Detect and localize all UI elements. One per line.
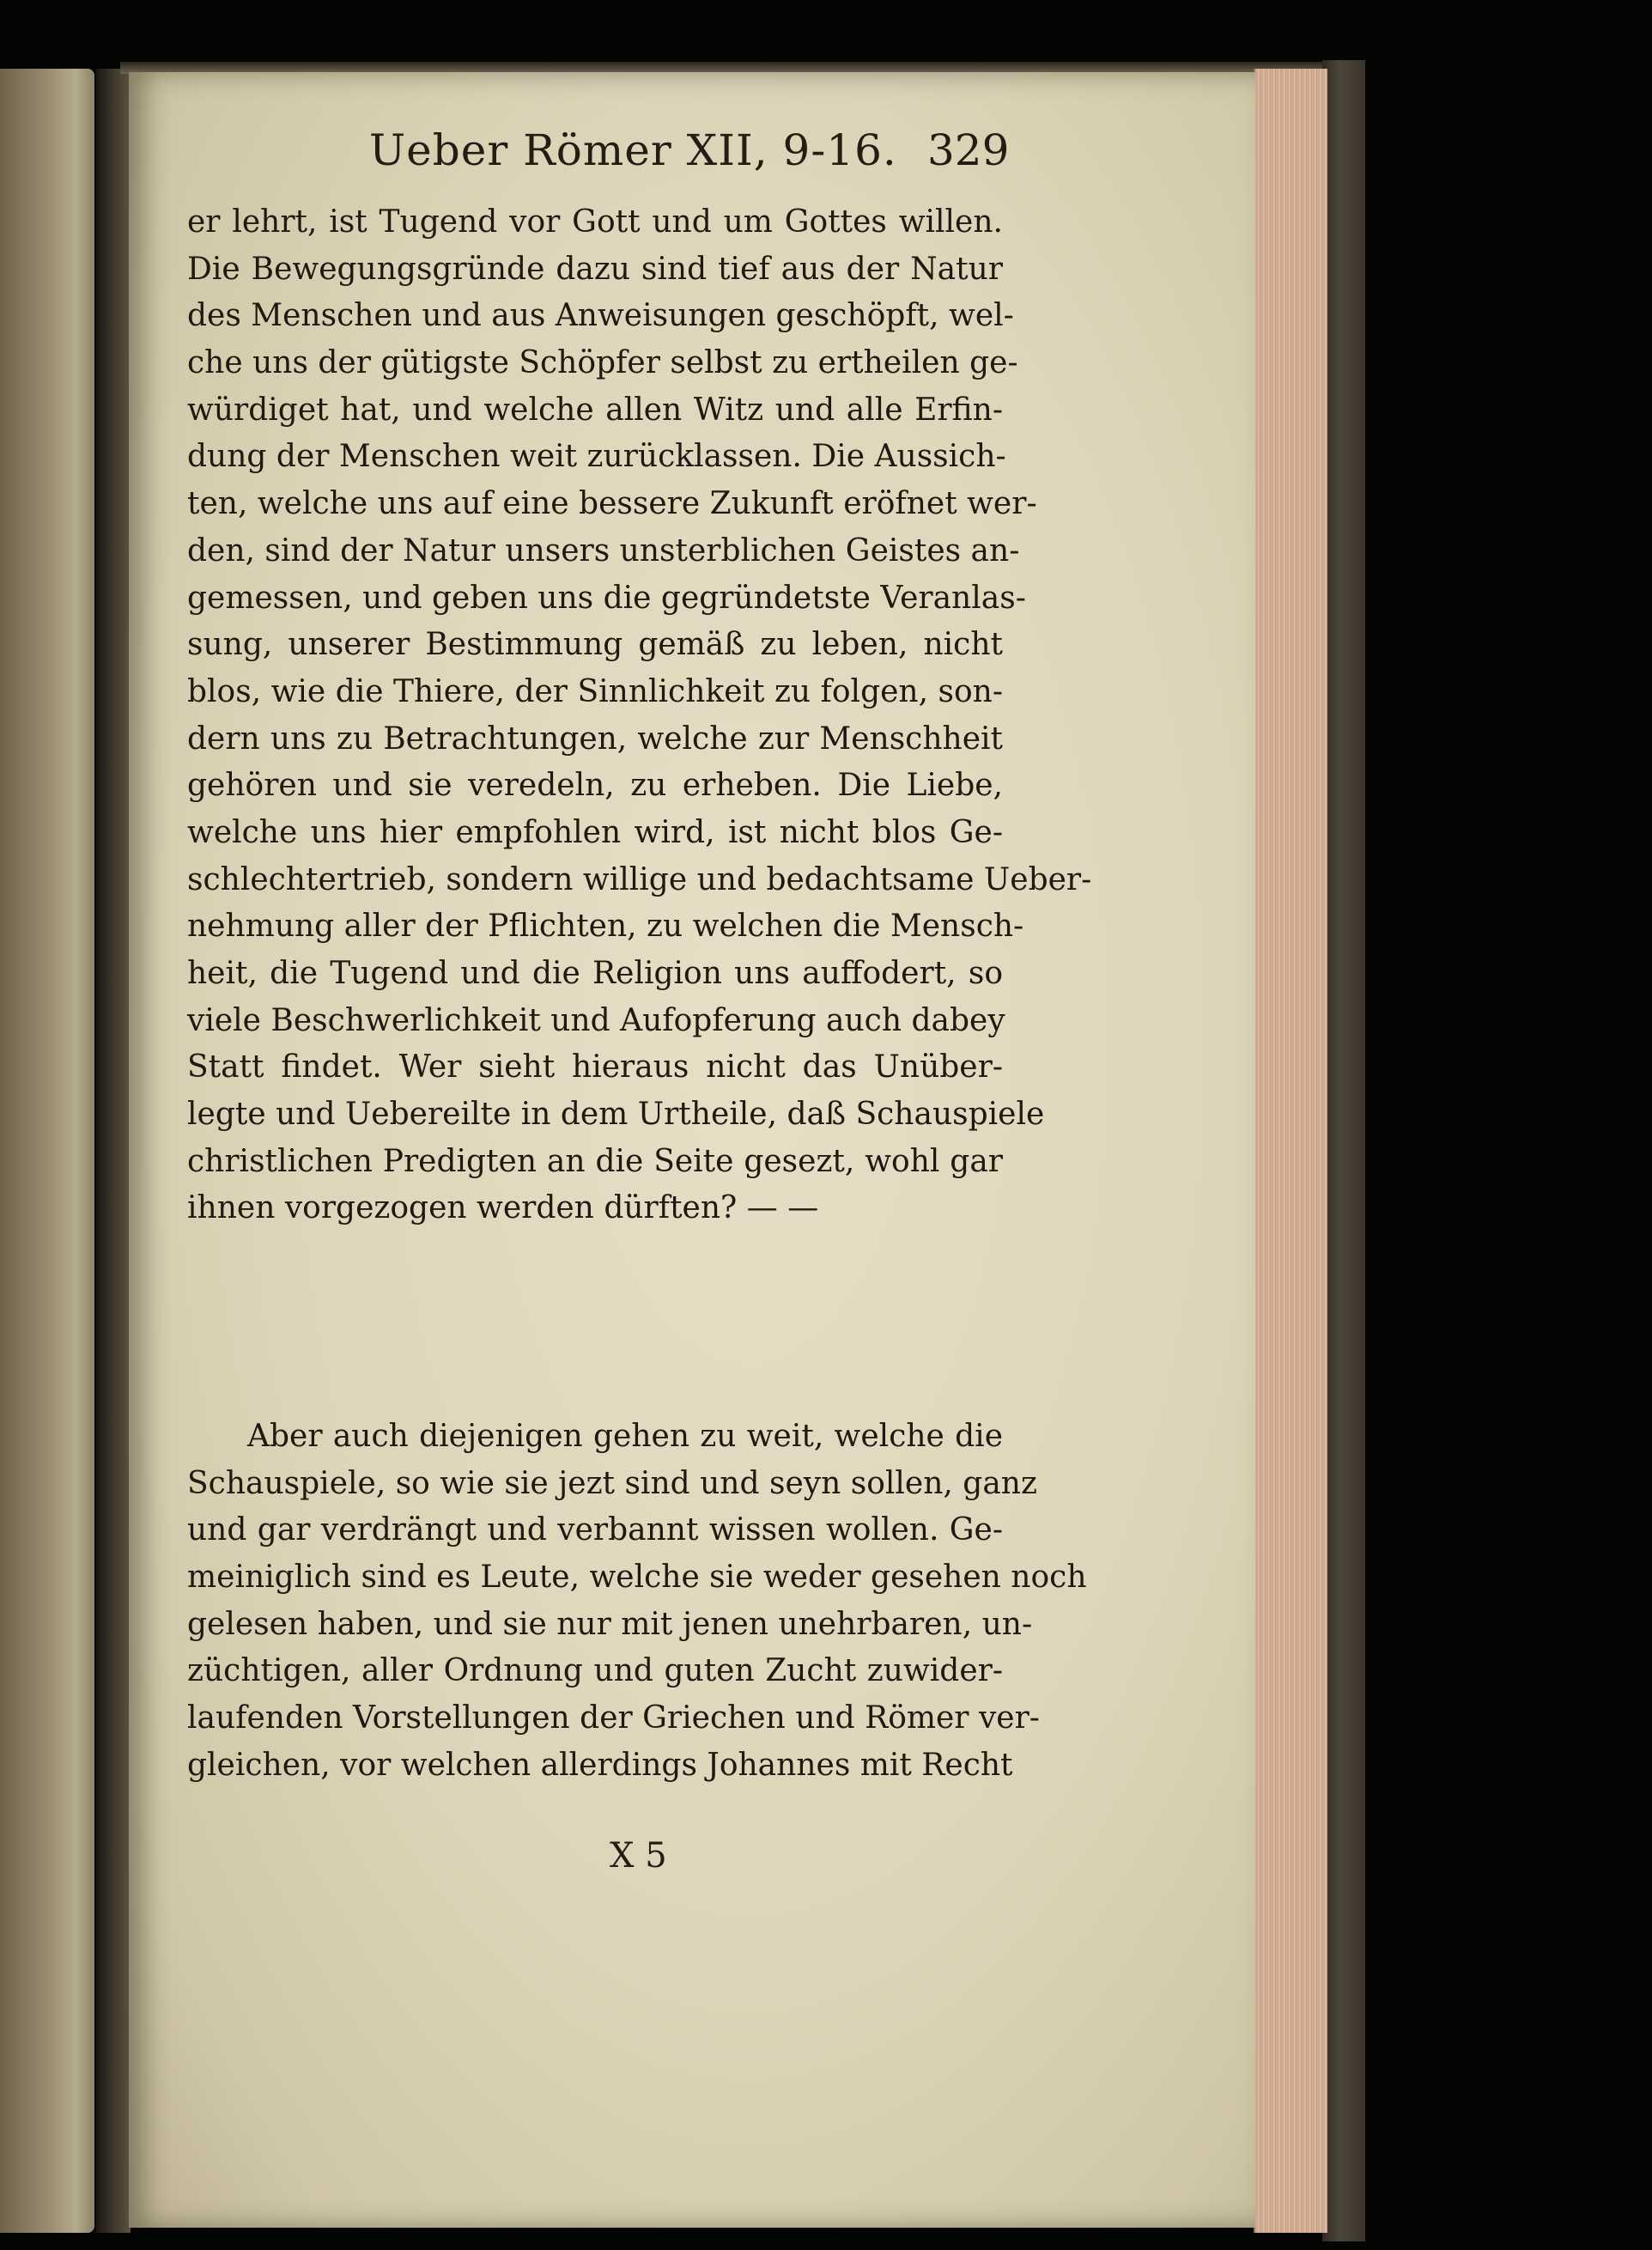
text-line: gleichen, vor welchen allerdings Johannes mit Recht <box>187 1747 1013 1783</box>
text-line: gemessen, und geben uns die gegründetste Veranlas- <box>187 580 1026 616</box>
text-line: würdiget hat, und welche allen Witz und alle Erfin- <box>187 392 1003 428</box>
paragraph-2 <box>187 1414 1087 1790</box>
text-line: gelesen haben, und sie nur mit jenen unehrbaren, un- <box>187 1606 1033 1642</box>
book-cover-edge <box>1322 60 1365 2241</box>
text-line: christlichen Predigten an die Seite gesezt, wohl gar <box>187 1143 1003 1179</box>
text-line: Aber auch diejenigen gehen zu weit, welche die <box>247 1419 1003 1454</box>
text-line: er lehrt, ist Tugend vor Gott und um Gottes willen. <box>187 204 1003 240</box>
text-line: laufenden Vorstellungen der Griechen und Römer ver- <box>187 1700 1040 1736</box>
paragraph-1 <box>187 199 1092 1232</box>
text-line: Statt findet. Wer sieht hieraus nicht das Unüber- <box>187 1049 1003 1085</box>
left-page-edge <box>0 69 94 2233</box>
signature-mark: X 5 <box>610 1836 667 1876</box>
text-line: dern uns zu Betrachtungen, welche zur Menschheit <box>187 721 1003 757</box>
text-line: nehmung aller der Pflichten, zu welchen die Mensch- <box>187 909 1024 945</box>
text-line: ihnen vorgezogen werden dürften? — — <box>187 1190 819 1226</box>
text-line: züchtigen, aller Ordnung und guten Zucht zuwider- <box>187 1653 1003 1689</box>
text-line: meiniglich sind es Leute, welche sie weder gesehen noch <box>187 1560 1087 1596</box>
text-line: welche uns hier empfohlen wird, ist nicht blos Ge- <box>187 814 1003 850</box>
text-line: Die Bewegungsgründe dazu sind tief aus der Natur <box>187 251 1003 287</box>
text-line: dung der Menschen weit zurücklassen. Die Aussich- <box>187 439 1006 475</box>
text-line: ten, welche uns auf eine bessere Zukunft eröfnet wer- <box>187 486 1037 522</box>
text-line: den, sind der Natur unsers unsterblichen Geistes an- <box>187 532 1020 569</box>
book-gutter <box>96 69 131 2233</box>
text-line: Schauspiele, so wie sie jezt sind und seyn sollen, ganz <box>187 1465 1037 1501</box>
text-line: viele Beschwerlichkeit und Aufopferung auch dabey <box>187 1002 1005 1038</box>
page-number: 329 <box>927 125 1010 175</box>
text-line: sung, unserer Bestimmung gemäß zu leben, nicht <box>187 627 1003 663</box>
text-line: des Menschen und aus Anweisungen geschöpft, wel- <box>187 298 1014 334</box>
text-line: heit, die Tugend und die Religion uns auffodert, so <box>187 956 1003 991</box>
text-line: che uns der gütigste Schöpfer selbst zu ertheilen ge- <box>187 345 1018 381</box>
text-line: blos, wie die Thiere, der Sinnlichkeit zu folgen, son- <box>187 673 1003 709</box>
text-line: legte und Uebereilte in dem Urtheile, daß Schauspiele <box>187 1097 1045 1133</box>
running-title: Ueber Römer XII, 9-16. <box>369 125 897 175</box>
text-line: und gar verdrängt und verbannt wissen wollen. Ge- <box>187 1512 1003 1548</box>
text-line: gehören und sie veredeln, zu erheben. Die Liebe, <box>187 768 1003 804</box>
text-line: schlechtertrieb, sondern willige und bedachtsame Ueber- <box>187 861 1092 897</box>
page-block-edges <box>1254 69 1327 2233</box>
